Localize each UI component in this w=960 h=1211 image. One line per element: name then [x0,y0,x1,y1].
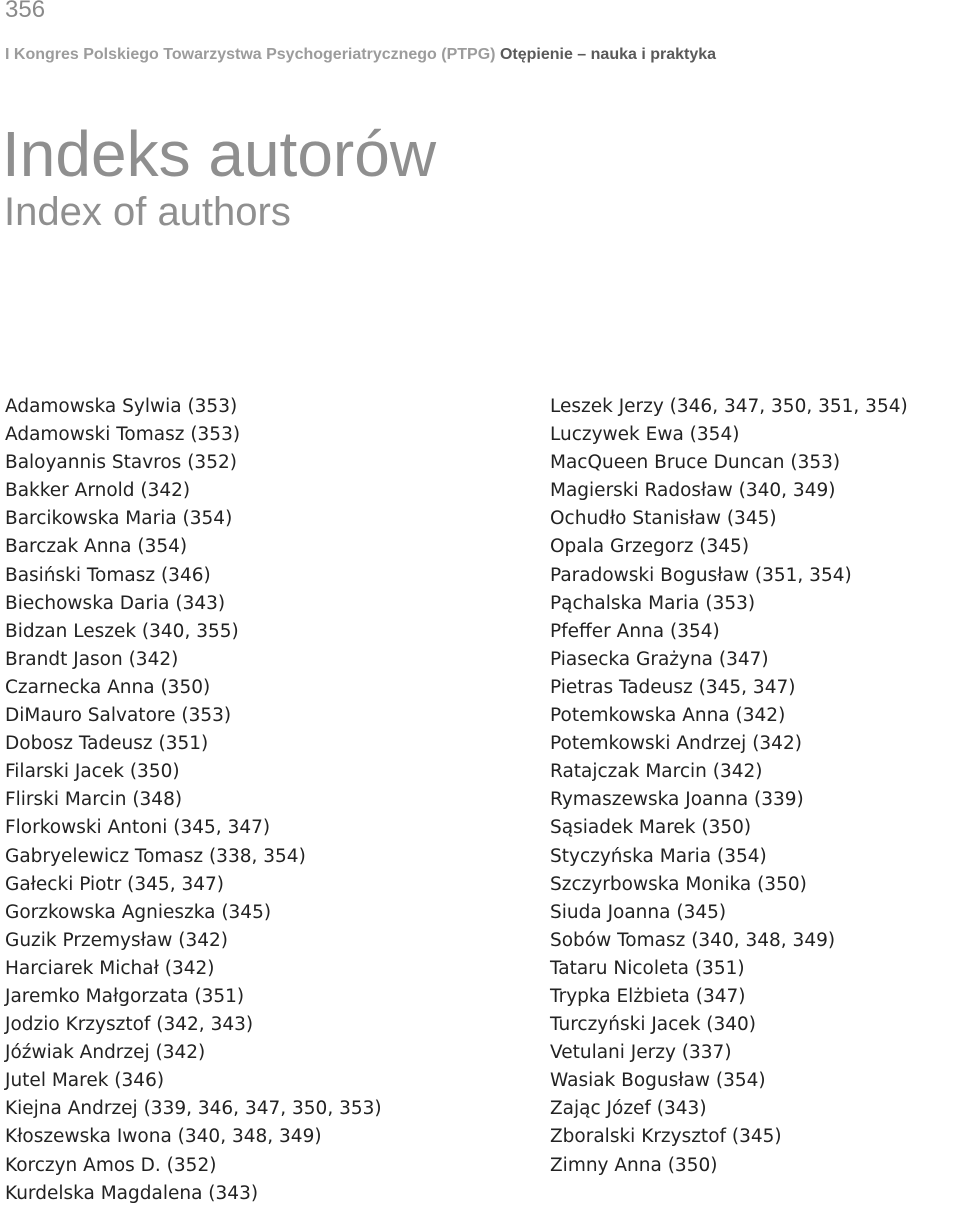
author-entry: Adamowska Sylwia (353) [5,396,238,417]
author-entry: Piasecka Grażyna (347) [550,648,769,670]
author-entry: Biechowska Daria (343) [5,592,226,614]
author-entry: Jutel Marek (346) [5,1070,165,1092]
author-entry: Brandt Jason (342) [5,648,179,670]
conference-title: I Kongres Polskiego Towarzystwa Psychogeriatrycznego (PTPG) [5,46,496,63]
author-entry: Barcikowska Maria (354) [5,508,233,530]
author-entry: Jaremko Małgorzata (351) [5,985,245,1007]
page-number: 356 [5,0,46,23]
author-entry: Pfeffer Anna (354) [550,620,720,642]
author-entry: Szczyrbowska Monika (350) [550,873,807,895]
author-entry: Kłoszewska Iwona (340, 348, 349) [5,1126,322,1148]
author-entry: Potemkowski Andrzej (342) [550,733,802,755]
author-entry: Pąchalska Maria (353) [550,592,756,614]
author-entry: Sąsiadek Marek (350) [550,817,752,839]
author-entry: Ratajczak Marcin (342) [550,761,763,783]
running-header [5,46,716,64]
author-entry: Korczyn Amos D. (352) [5,1154,217,1176]
author-entry: Pietras Tadeusz (345, 347) [550,676,796,698]
author-entry: Gabryelewicz Tomasz (338, 354) [5,845,306,867]
author-entry: Siuda Joanna (345) [550,901,727,923]
author-entry: Luczywek Ewa (354) [550,424,740,446]
author-entry: Vetulani Jerzy (337) [550,1042,732,1064]
author-list-right [550,393,960,1180]
author-entry: Filarski Jacek (350) [5,761,180,783]
author-entry: Wasiak Bogusław (354) [550,1070,766,1092]
author-entry: Kiejna Andrzej (339, 346, 347, 350, 353) [5,1098,382,1120]
author-entry: Czarnecka Anna (350) [5,676,211,698]
author-entry: Paradowski Bogusław (351, 354) [550,564,852,586]
author-entry: DiMauro Salvatore (353) [5,705,232,727]
author-entry: Potemkowska Anna (342) [550,705,786,727]
author-entry: Trypka Elżbieta (347) [550,985,746,1007]
author-entry: Flirski Marcin (348) [5,789,183,811]
author-entry: Leszek Jerzy (346, 347, 350, 351, 354) [550,396,908,417]
author-entry: Baloyannis Stavros (352) [5,452,237,474]
author-entry: Florkowski Antoni (345, 347) [5,817,271,839]
author-entry: Gałecki Piotr (345, 347) [5,873,224,895]
author-entry: Magierski Radosław (340, 349) [550,480,836,502]
author-entry: Dobosz Tadeusz (351) [5,733,209,755]
author-entry: Basiński Tomasz (346) [5,564,211,586]
author-entry: Jóźwiak Andrzej (342) [5,1042,206,1064]
index-title-polish: Indeks autorów [2,118,437,190]
author-entry: Sobów Tomasz (340, 348, 349) [550,929,836,951]
author-entry: Bidzan Leszek (340, 355) [5,620,239,642]
author-entry: Rymaszewska Joanna (339) [550,789,804,811]
author-entry: Opala Grzegorz (345) [550,536,750,558]
author-entry: Gorzkowska Agnieszka (345) [5,901,272,923]
author-list-left [5,393,525,1208]
author-entry: Adamowski Tomasz (353) [5,424,241,446]
author-entry: Barczak Anna (354) [5,536,188,558]
author-entry: Harciarek Michał (342) [5,957,215,979]
author-entry: Zimny Anna (350) [550,1154,718,1176]
conference-subtitle: Otępienie – nauka i praktyka [499,46,717,63]
author-entry: Turczyński Jacek (340) [550,1014,757,1036]
author-entry: Zając Józef (343) [550,1098,707,1120]
index-title-english: Index of authors [4,190,291,234]
author-entry: Zboralski Krzysztof (345) [550,1126,782,1148]
author-entry: Ochudło Stanisław (345) [550,508,777,530]
author-entry: Kurdelska Magdalena (343) [5,1182,259,1204]
author-entry: Jodzio Krzysztof (342, 343) [5,1014,254,1036]
author-entry: Tataru Nicoleta (351) [550,957,745,979]
author-entry: Guzik Przemysław (342) [5,929,228,951]
author-entry: Styczyńska Maria (354) [550,845,767,867]
author-entry: MacQueen Bruce Duncan (353) [550,452,841,474]
author-entry: Bakker Arnold (342) [5,480,191,502]
